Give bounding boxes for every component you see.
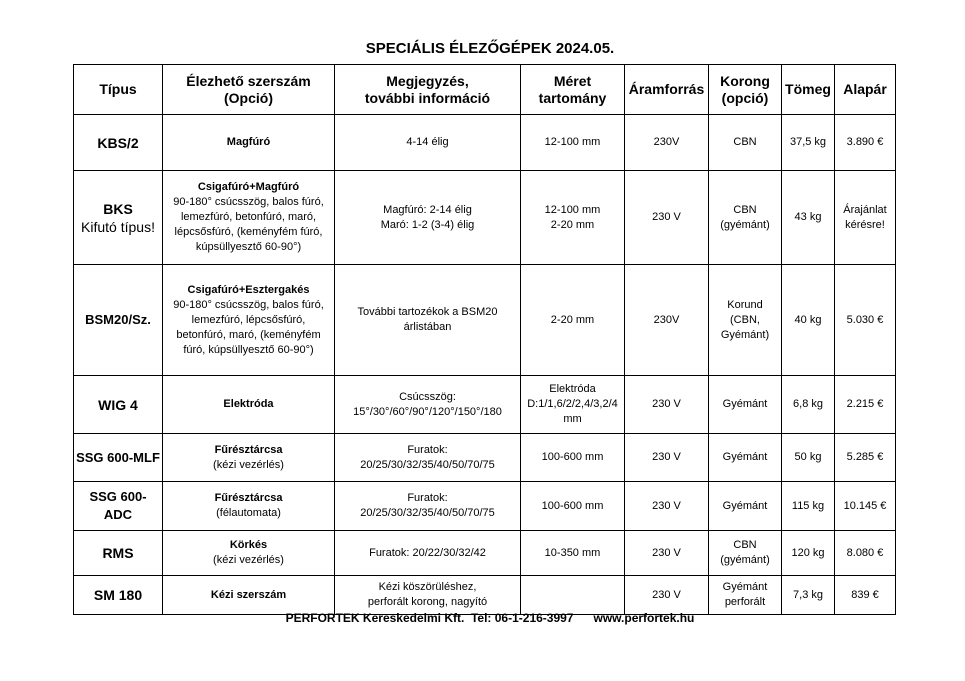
cell-tipus: BKS Kifutó típus! xyxy=(74,171,163,265)
cell-aramforras: 230 V xyxy=(625,576,709,615)
table-row xyxy=(74,115,896,171)
cell-tipus: RMS xyxy=(74,531,163,576)
cell-szerszam: Magfúró xyxy=(163,115,335,171)
cell-megjegyzes: Furatok: 20/25/30/32/35/40/50/70/75 xyxy=(335,434,521,482)
cell-aramforras: 230 V xyxy=(625,531,709,576)
cell-tomeg: 6,8 kg xyxy=(782,376,835,434)
cell-szerszam: Csigafúró+Esztergakés 90-180° csúcsszög, balos fúró, lemezfúró, lépcsősfúró, betonfúró, maró, (keményfém fúró, kúpsüllyesztő 60-90°) xyxy=(163,265,335,376)
header-megjegyzes: Megjegyzés, további információ xyxy=(335,65,521,115)
cell-megjegyzes: Kézi köszörüléshez, perforált korong, nagyító xyxy=(335,576,521,615)
cell-alapar: 3.890 € xyxy=(835,115,896,171)
cell-szerszam: Fűrésztárcsa (kézi vezérlés) xyxy=(163,434,335,482)
cell-szerszam: Körkés (kézi vezérlés) xyxy=(163,531,335,576)
header-alapar: Alapár xyxy=(835,65,896,115)
cell-tomeg: 43 kg xyxy=(782,171,835,265)
cell-tipus: BSM20/Sz. xyxy=(74,265,163,376)
header-tipus: Típus xyxy=(74,65,163,115)
cell-meret: 2-20 mm xyxy=(521,265,625,376)
cell-meret: Elektróda D:1/1,6/2/2,4/3,2/4 mm xyxy=(521,376,625,434)
cell-korong: Gyémánt xyxy=(709,434,782,482)
header-row xyxy=(74,65,896,115)
table-row xyxy=(74,376,896,434)
cell-tomeg: 50 kg xyxy=(782,434,835,482)
cell-tomeg: 40 kg xyxy=(782,265,835,376)
cell-meret: 10-350 mm xyxy=(521,531,625,576)
cell-alapar: Árajánlat kérésre! xyxy=(835,171,896,265)
footer-contact: PERFORTEK Kereskedelmi Kft. Tel: 06-1-216-3997 www.perfortek.hu xyxy=(285,611,695,625)
cell-tomeg: 7,3 kg xyxy=(782,576,835,615)
cell-tipus: SM 180 xyxy=(74,576,163,615)
cell-szerszam: Kézi szerszám xyxy=(163,576,335,615)
cell-szerszam: Fűrésztárcsa (félautomata) xyxy=(163,482,335,531)
cell-tipus: SSG 600-MLF xyxy=(74,434,163,482)
cell-korong: Gyémánt perforált xyxy=(709,576,782,615)
header-aramforras: Áramforrás xyxy=(625,65,709,115)
cell-korong: CBN (gyémánt) xyxy=(709,531,782,576)
cell-aramforras: 230 V xyxy=(625,434,709,482)
header-korong: Korong (opció) xyxy=(709,65,782,115)
cell-tipus: KBS/2 xyxy=(74,115,163,171)
cell-meret: 12-100 mm xyxy=(521,115,625,171)
cell-alapar: 2.215 € xyxy=(835,376,896,434)
cell-tipus: WIG 4 xyxy=(74,376,163,434)
cell-tipus: SSG 600-ADC xyxy=(74,482,163,531)
cell-tomeg: 37,5 kg xyxy=(782,115,835,171)
cell-meret: 12-100 mm 2-20 mm xyxy=(521,171,625,265)
cell-korong: CBN (gyémánt) xyxy=(709,171,782,265)
cell-aramforras: 230 V xyxy=(625,482,709,531)
table-row xyxy=(74,434,896,482)
cell-meret: 100-600 mm xyxy=(521,482,625,531)
cell-aramforras: 230V xyxy=(625,265,709,376)
cell-alapar: 5.285 € xyxy=(835,434,896,482)
cell-korong: CBN xyxy=(709,115,782,171)
cell-megjegyzes: 4-14 élig xyxy=(335,115,521,171)
cell-alapar: 839 € xyxy=(835,576,896,615)
price-table xyxy=(73,64,896,615)
table-row xyxy=(74,531,896,576)
cell-aramforras: 230 V xyxy=(625,171,709,265)
header-tomeg: Tömeg xyxy=(782,65,835,115)
cell-aramforras: 230 V xyxy=(625,376,709,434)
cell-korong: Korund (CBN, Gyémánt) xyxy=(709,265,782,376)
cell-megjegyzes: További tartozékok a BSM20 árlistában xyxy=(335,265,521,376)
header-szerszam: Élezhető szerszám (Opció) xyxy=(163,65,335,115)
table-row xyxy=(74,482,896,531)
cell-megjegyzes: Csúcsszög: 15°/30°/60°/90°/120°/150°/180 xyxy=(335,376,521,434)
cell-korong: Gyémánt xyxy=(709,482,782,531)
cell-meret xyxy=(521,576,625,615)
cell-alapar: 8.080 € xyxy=(835,531,896,576)
cell-tomeg: 115 kg xyxy=(782,482,835,531)
cell-korong: Gyémánt xyxy=(709,376,782,434)
cell-alapar: 10.145 € xyxy=(835,482,896,531)
cell-megjegyzes: Furatok: 20/25/30/32/35/40/50/70/75 xyxy=(335,482,521,531)
cell-megjegyzes: Magfúró: 2-14 élig Maró: 1-2 (3-4) élig xyxy=(335,171,521,265)
table-row xyxy=(74,265,896,376)
cell-tomeg: 120 kg xyxy=(782,531,835,576)
header-meret: Méret tartomány xyxy=(521,65,625,115)
table-row xyxy=(74,171,896,265)
cell-szerszam: Elektróda xyxy=(163,376,335,434)
cell-aramforras: 230V xyxy=(625,115,709,171)
cell-szerszam: Csigafúró+Magfúró 90-180° csúcsszög, balos fúró, lemezfúró, betonfúró, maró, lépcsősfúró, (keményfém fúró, kúpsüllyesztő 60-90°) xyxy=(163,171,335,265)
page-title: SPECIÁLIS ÉLEZŐGÉPEK 2024.05. xyxy=(365,40,615,57)
cell-megjegyzes: Furatok: 20/22/30/32/42 xyxy=(335,531,521,576)
cell-meret: 100-600 mm xyxy=(521,434,625,482)
table-row xyxy=(74,576,896,615)
cell-alapar: 5.030 € xyxy=(835,265,896,376)
